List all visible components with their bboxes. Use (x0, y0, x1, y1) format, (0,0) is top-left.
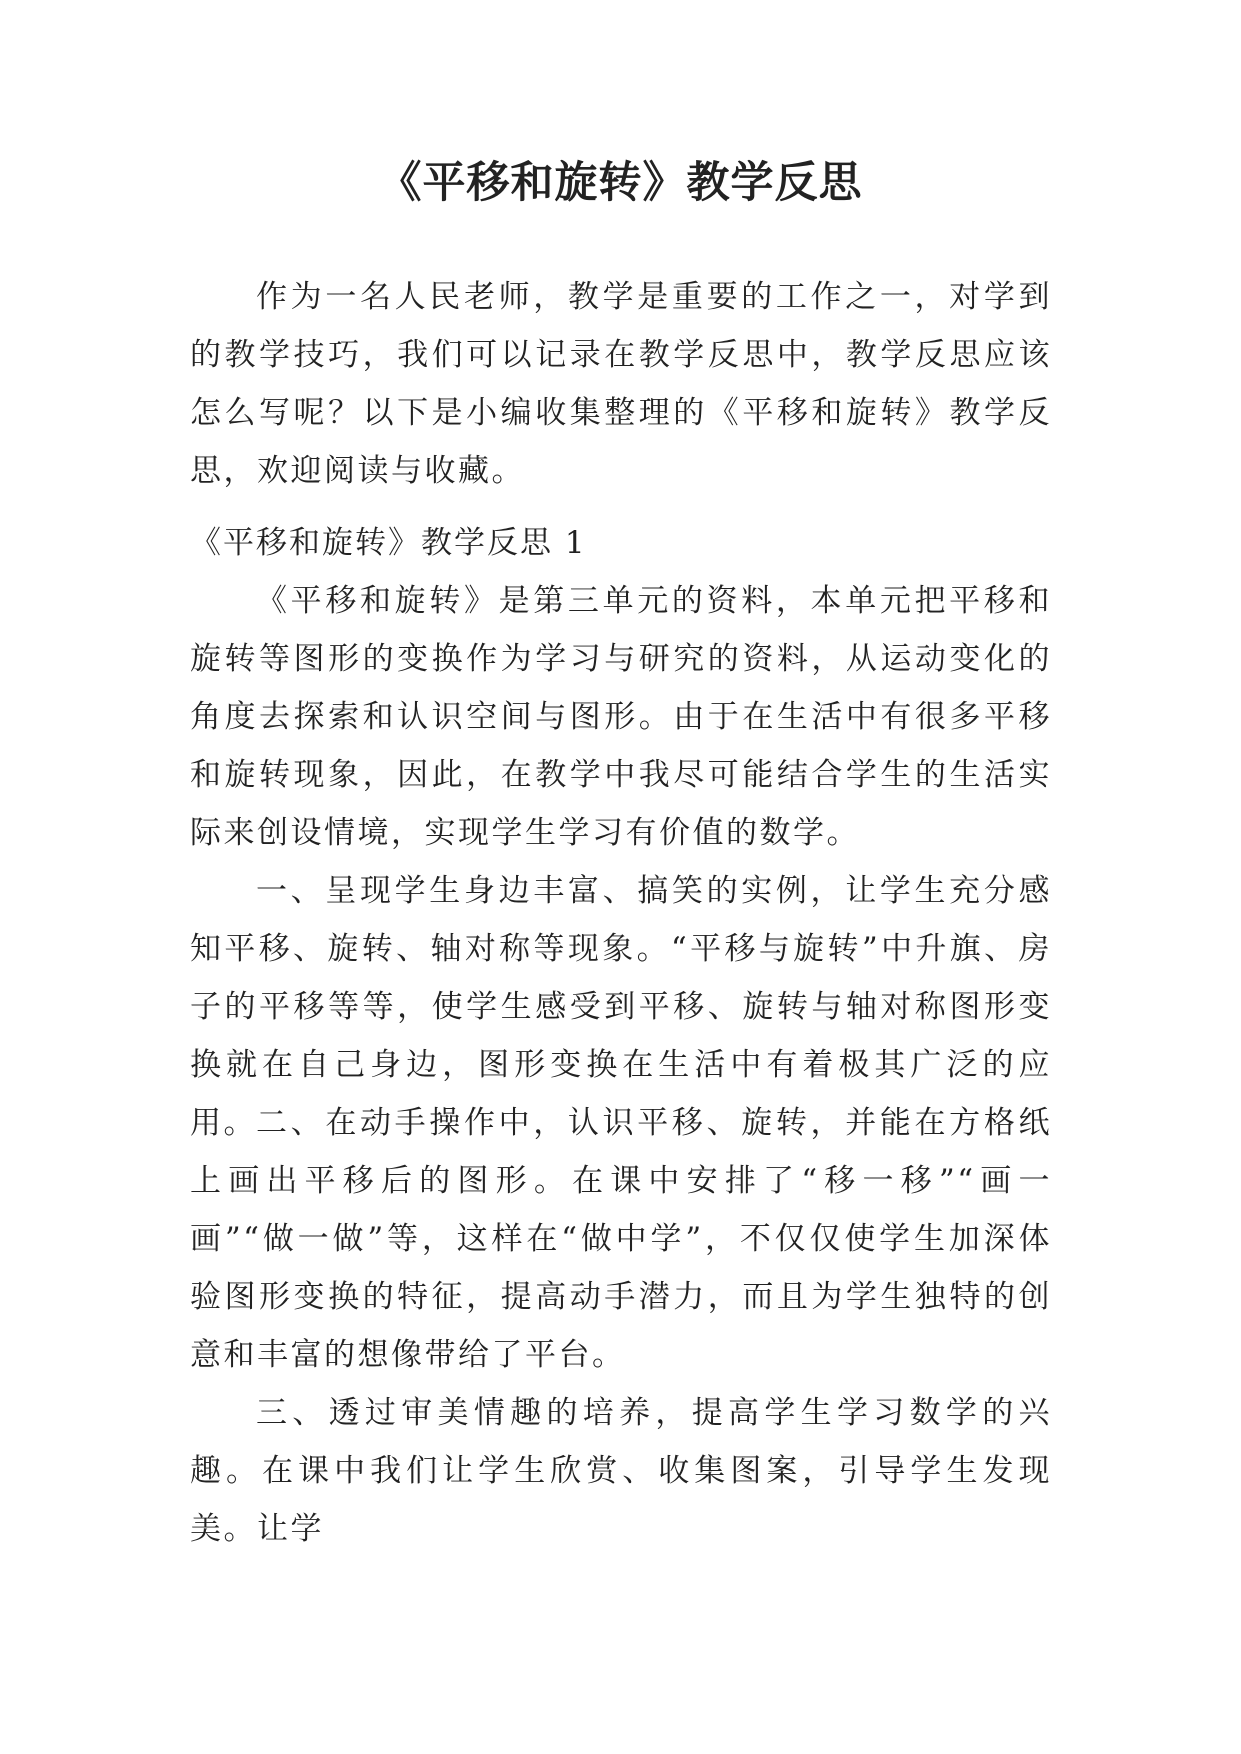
body-paragraph-3: 二、在动手操作中，认识平移、旋转，并能在方格纸上画出平移后的图形。在课中安排了“移一移”“画一画”“做一做”等，这样在“做中学”，不仅仅使学生加深体验图形变换的特征，提高动手潜力，而且为学生独特的创意和丰富的想像带给了平台。 (190, 1105, 1052, 1373)
body-paragraph-4: 三、透过审美情趣的培养，提高学生学习数学的兴趣。在课中我们让学生欣赏、收集图案，引导学生发现美。让学 (190, 1395, 1052, 1547)
intro-paragraph: 作为一名人民老师，教学是重要的工作之一，对学到的教学技巧，我们可以记录在教学反思中，教学反思应该怎么写呢？以下是小编收集整理的《平移和旋转》教学反思，欢迎阅读与收藏。 (190, 279, 1052, 489)
document-title: 《平移和旋转》教学反思 (378, 158, 863, 208)
body-paragraph-2: 一、呈现学生身边丰富、搞笑的实例，让学生充分感知平移、旋转、轴对称等现象。“平移与旋转”中升旗、房子的平移等等，使学生感受到平移、旋转与轴对称图形变换就在自己身边，图形变换在生活中有着极其广泛的应用。 (190, 873, 1052, 1141)
section-heading: 《平移和旋转》教学反思 1 (190, 525, 587, 561)
body-paragraph-1: 《平移和旋转》是第三单元的资料，本单元把平移和旋转等图形的变换作为学习与研究的资料，从运动变化的角度去探索和认识空间与图形。由于在生活中有很多平移和旋转现象，因此，在教学中我尽可能结合学生的生活实际来创设情境，实现学生学习有价值的数学。 (190, 583, 1052, 851)
